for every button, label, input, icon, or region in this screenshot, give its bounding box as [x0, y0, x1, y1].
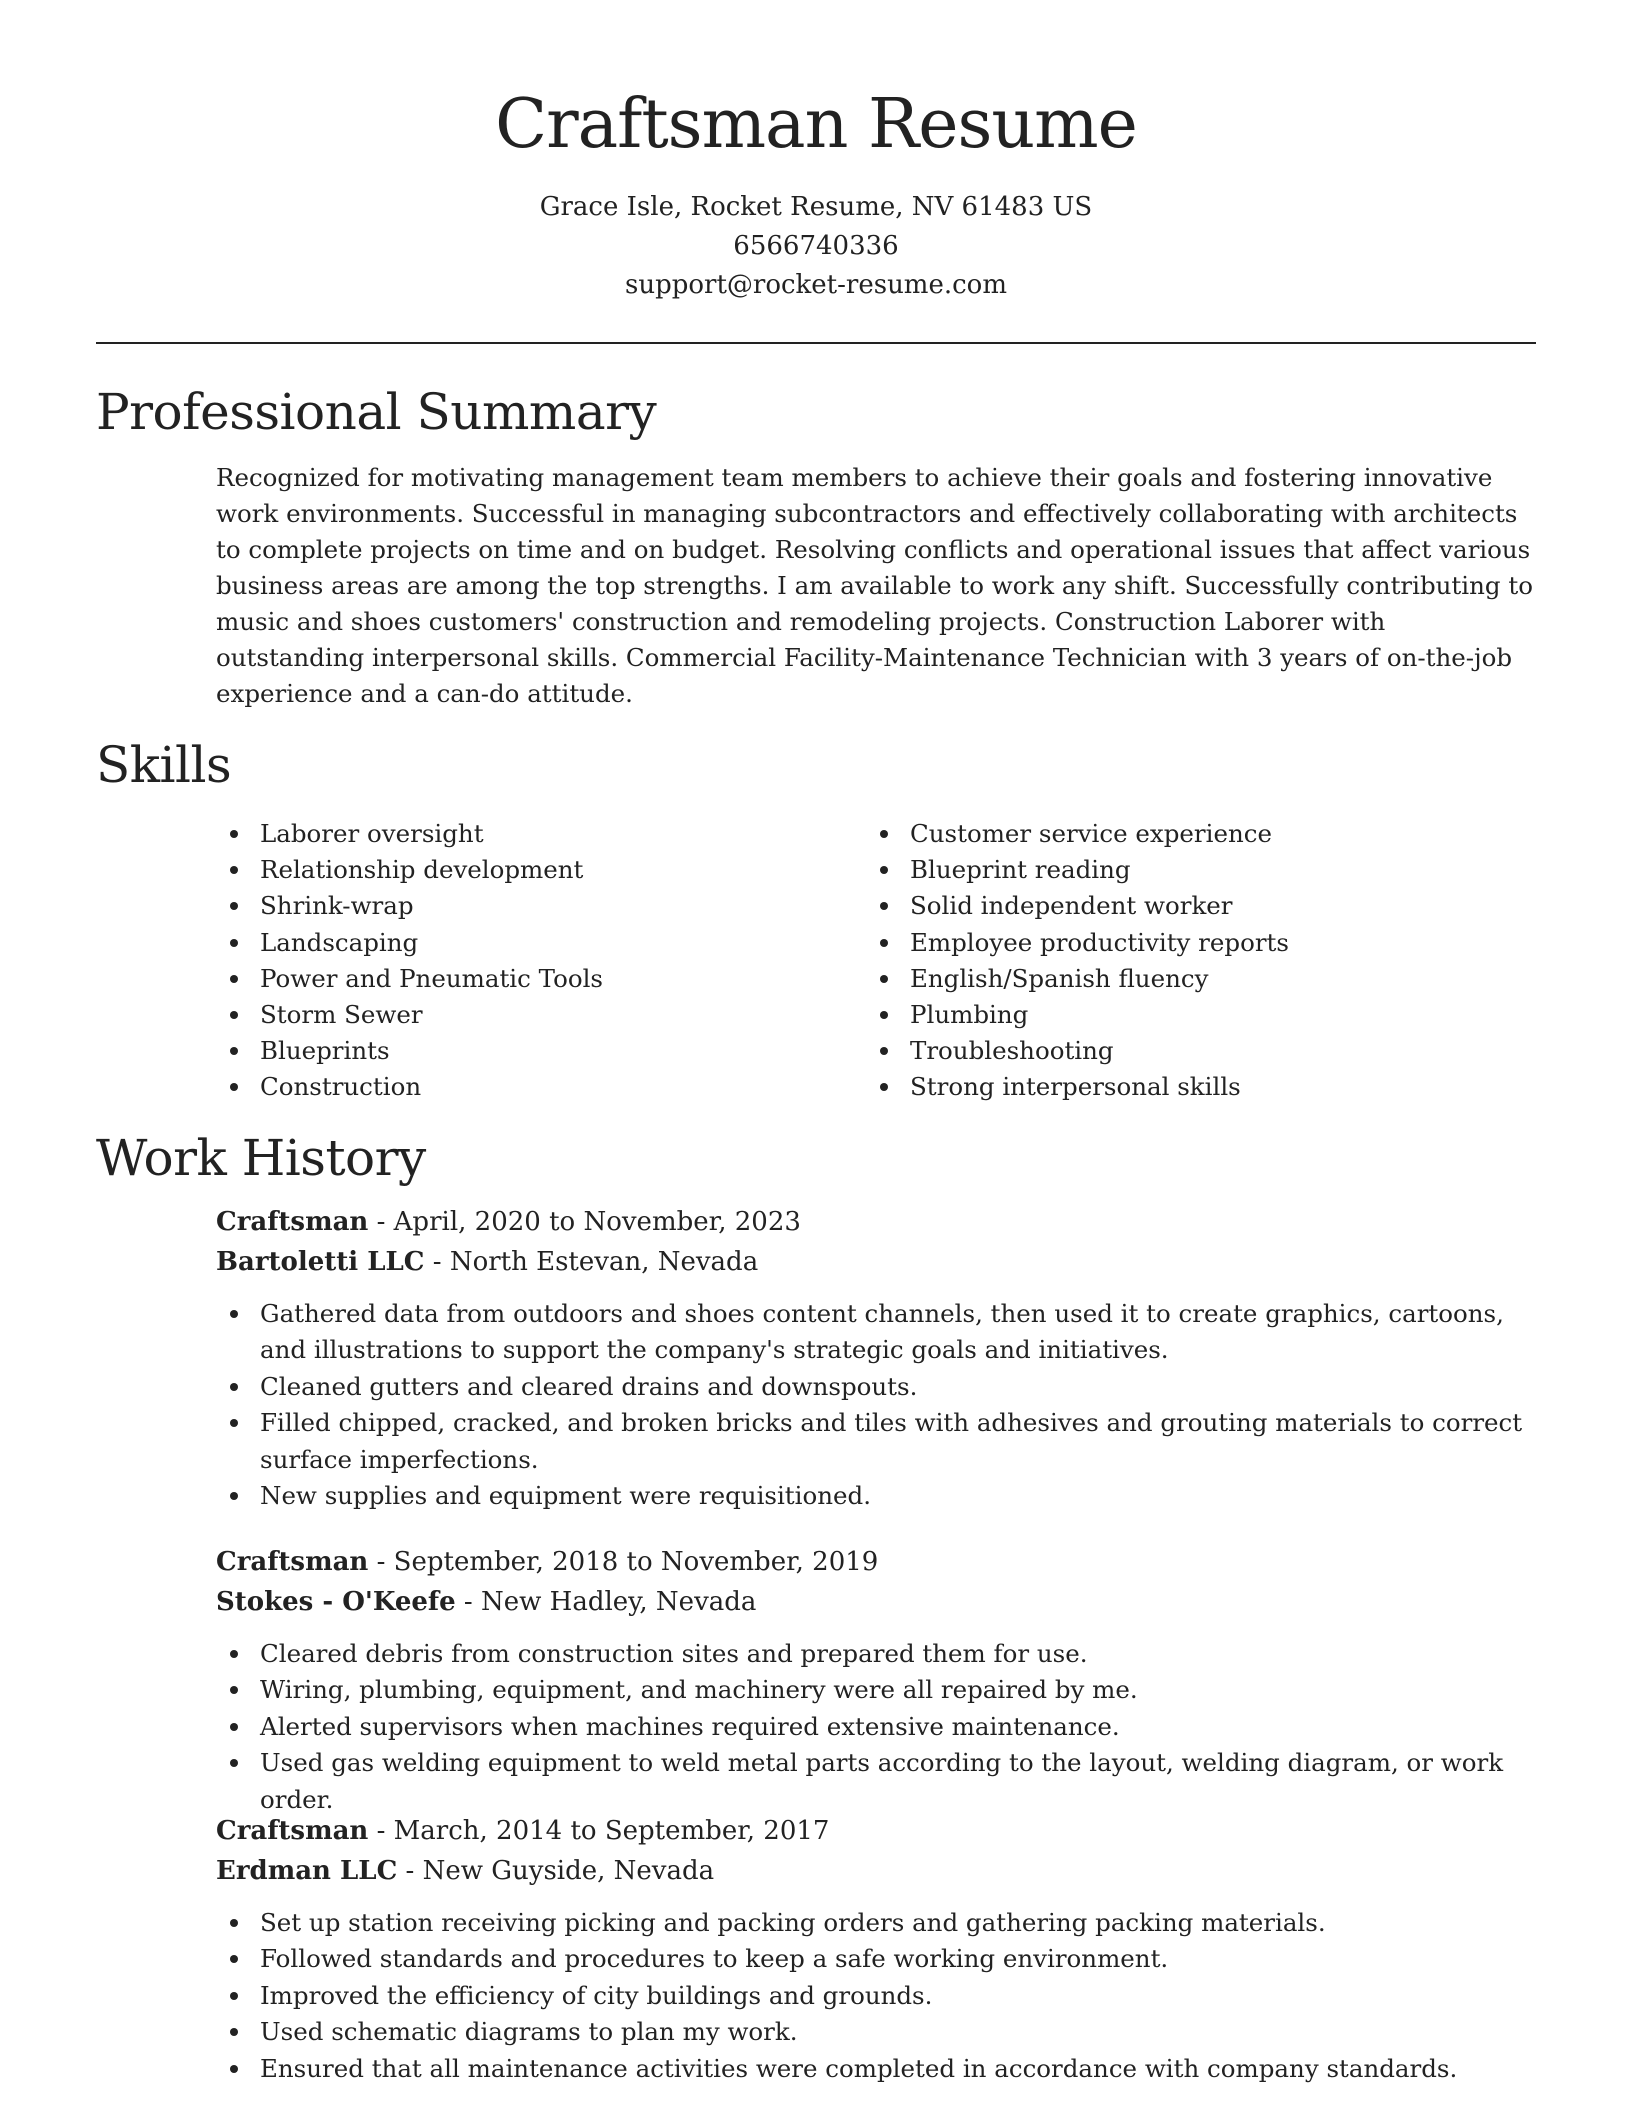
- job-bullet: Cleaned gutters and cleared drains and downspouts.: [216, 1369, 1534, 1405]
- skill-item: Employee productivity reports: [866, 925, 1516, 961]
- contact-phone: 6566740336: [733, 231, 899, 261]
- contact-info: [96, 188, 1536, 305]
- resume-header: [96, 80, 1536, 305]
- job-dates: - April, 2020 to November, 2023: [368, 1207, 801, 1237]
- job-company-line: [216, 1851, 1534, 1891]
- skill-item: Troubleshooting: [866, 1033, 1516, 1069]
- job-position: Craftsman: [216, 1816, 369, 1846]
- skill-item: Relationship development: [216, 852, 866, 888]
- job-company-line: [216, 1582, 1534, 1622]
- skill-item: English/Spanish fluency: [866, 961, 1516, 997]
- job-location: - North Estevan, Nevada: [424, 1247, 759, 1277]
- job-title-line: [216, 1202, 1534, 1242]
- contact-email: support@rocket-resume.com: [624, 270, 1007, 300]
- job-bullet: Alerted supervisors when machines required extensive maintenance.: [216, 1709, 1534, 1745]
- job-bullet: Followed standards and procedures to keep a safe working environment.: [216, 1941, 1534, 1977]
- job-bullet: Cleared debris from construction sites and prepared them for use.: [216, 1636, 1534, 1672]
- job-bullet: Improved the efficiency of city buildings and grounds.: [216, 1978, 1534, 2014]
- job-bullet: Used gas welding equipment to weld metal parts according to the layout, welding diagram, or work order.: [216, 1745, 1534, 1818]
- job-bullet: Ensured that all maintenance activities were completed in accordance with company standards.: [216, 2051, 1534, 2087]
- summary-text: Recognized for motivating management team members to achieve their goals and fostering innovative work environments. Successful in managing subcontractors and effectively collaborating with architects to complete projects on time and on budget. Resolving conflicts and operational issues that affect various business areas are among the top strengths. I am available to work any shift. Successfully contributing to music and shoes customers' construction and remodeling projects. Construction Laborer with outstanding interpersonal skills. Commercial Facility-Maintenance Technician with 3 years of on-the-job experience and a can-do attitude.: [216, 463, 1533, 708]
- skills-column-right: [866, 816, 1516, 1106]
- job-position: Craftsman: [216, 1207, 369, 1237]
- skills-list: [216, 816, 1534, 1106]
- skill-item: Storm Sewer: [216, 997, 866, 1033]
- job-bullets: [216, 1296, 1534, 1514]
- job-title-line: [216, 1811, 1534, 1851]
- job-company: Stokes - O'Keefe: [216, 1587, 456, 1617]
- job-company-line: [216, 1242, 1534, 1282]
- job-bullet: Set up station receiving picking and packing orders and gathering packing materials.: [216, 1905, 1534, 1941]
- job-location: - New Hadley, Nevada: [455, 1587, 757, 1617]
- job-position: Craftsman: [216, 1547, 369, 1577]
- job-entry: [216, 1811, 1534, 2087]
- skill-item: Shrink-wrap: [216, 888, 866, 924]
- job-bullet: Gathered data from outdoors and shoes content channels, then used it to create graphics, cartoons, and illustrations to support the company's strategic goals and initiatives.: [216, 1296, 1534, 1369]
- skill-item: Blueprint reading: [866, 852, 1516, 888]
- job-bullet: Used schematic diagrams to plan my work.: [216, 2014, 1534, 2050]
- job-dates: - March, 2014 to September, 2017: [368, 1816, 830, 1846]
- job-entry: [216, 1542, 1534, 1818]
- job-dates: - September, 2018 to November, 2019: [368, 1547, 879, 1577]
- skill-item: Solid independent worker: [866, 888, 1516, 924]
- section-title-work-history: Work History: [96, 1129, 426, 1187]
- skill-item: Blueprints: [216, 1033, 866, 1069]
- section-title-skills: Skills: [96, 736, 232, 794]
- skill-item: Construction: [216, 1069, 866, 1105]
- contact-address: Grace Isle, Rocket Resume, NV 61483 US: [539, 192, 1093, 222]
- job-bullet: Wiring, plumbing, equipment, and machinery were all repaired by me.: [216, 1672, 1534, 1708]
- skills-column-left: [216, 816, 866, 1106]
- job-bullet: Filled chipped, cracked, and broken bricks and tiles with adhesives and grouting materials to correct surface imperfections.: [216, 1405, 1534, 1478]
- job-title-line: [216, 1542, 1534, 1582]
- resume-title: Craftsman Resume: [495, 85, 1137, 164]
- job-entry: [216, 1202, 1534, 1514]
- header-divider: [96, 342, 1536, 344]
- job-company: Erdman LLC: [216, 1856, 398, 1886]
- job-bullets: [216, 1636, 1534, 1818]
- skill-item: Plumbing: [866, 997, 1516, 1033]
- skill-item: Laborer oversight: [216, 816, 866, 852]
- section-title-summary: Professional Summary: [96, 383, 657, 441]
- skill-item: Power and Pneumatic Tools: [216, 961, 866, 997]
- skill-item: Strong interpersonal skills: [866, 1069, 1516, 1105]
- skill-item: Customer service experience: [866, 816, 1516, 852]
- job-bullet: New supplies and equipment were requisitioned.: [216, 1478, 1534, 1514]
- skill-item: Landscaping: [216, 925, 866, 961]
- job-company: Bartoletti LLC: [216, 1247, 425, 1277]
- job-location: - New Guyside, Nevada: [397, 1856, 715, 1886]
- job-bullets: [216, 1905, 1534, 2087]
